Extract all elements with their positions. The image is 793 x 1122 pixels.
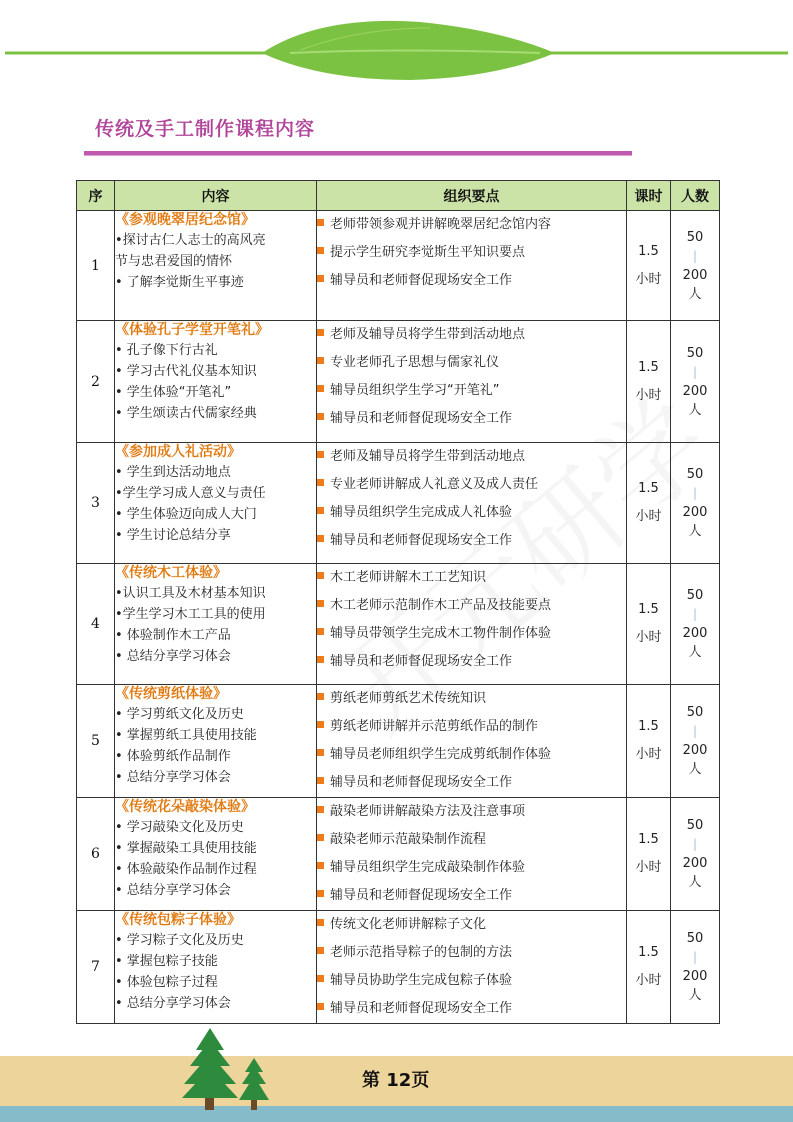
- square-bullet-icon: [317, 357, 324, 364]
- content-cell: [115, 798, 317, 911]
- people-cell: [671, 798, 720, 911]
- square-bullet-icon: [317, 862, 324, 869]
- people-cell: [671, 211, 720, 321]
- square-bullet-icon: [317, 890, 324, 897]
- hours-value: 1.5: [638, 243, 659, 259]
- point-item: [317, 211, 626, 239]
- hours-unit: 小时: [635, 973, 662, 988]
- content-cell: [115, 321, 317, 443]
- page-number: 第 12页: [362, 1070, 430, 1091]
- content-item: • 学习古代礼仪基本知识: [115, 364, 257, 379]
- square-bullet-icon: [317, 600, 324, 607]
- people-unit: 人: [688, 875, 702, 890]
- hours-unit: 小时: [635, 747, 662, 762]
- point-item: [317, 995, 626, 1023]
- course-title: 《传统花朵敲染体验》: [115, 799, 255, 815]
- people-max: 200: [682, 626, 708, 641]
- people-separator: |: [692, 248, 698, 263]
- square-bullet-icon: [317, 834, 324, 841]
- point-item: [317, 939, 626, 967]
- table-row: [77, 211, 720, 321]
- content-item: • 学生讨论总结分享: [115, 528, 231, 543]
- point-text: 辅导员和老师督促现场安全工作: [330, 654, 513, 669]
- hours-value: 1.5: [638, 945, 659, 960]
- point-text: 老师及辅导员将学生带到活动地点: [330, 449, 526, 464]
- square-bullet-icon: [317, 507, 324, 514]
- large-tree-icon: [180, 1028, 240, 1110]
- table-row: [77, 564, 720, 685]
- square-bullet-icon: [317, 1003, 324, 1010]
- content-item: • 学生体验“开笔礼”: [115, 385, 232, 400]
- row-number: 5: [77, 685, 115, 798]
- point-item: [317, 239, 626, 267]
- point-item: [317, 826, 626, 854]
- people-separator: |: [692, 724, 698, 738]
- people-separator: |: [692, 364, 698, 379]
- point-text: 敲染老师示范敲染制作流程: [330, 832, 487, 847]
- people-unit: 人: [688, 988, 702, 1003]
- people-max: 200: [682, 856, 708, 871]
- header-points: 组织要点: [317, 181, 627, 211]
- point-text: 木工老师示范制作木工产品及技能要点: [330, 598, 552, 613]
- hours-value: 1.5: [638, 602, 659, 617]
- people-max: 200: [682, 383, 708, 399]
- people-max: 200: [682, 969, 708, 984]
- hours-value: 1.5: [638, 359, 659, 375]
- square-bullet-icon: [317, 721, 324, 728]
- point-text: 传统文化老师讲解粽子文化: [330, 917, 487, 932]
- content-item: •学生学习成人意义与责任: [115, 486, 266, 501]
- course-title: 《传统剪纸体验》: [115, 686, 227, 702]
- point-text: 老师带领参观并讲解晚翠居纪念馆内容: [330, 217, 552, 232]
- footer-water-band: [0, 1106, 793, 1122]
- square-bullet-icon: [317, 919, 324, 926]
- people-separator: |: [692, 950, 698, 964]
- hours-value: 1.5: [638, 481, 659, 496]
- point-text: 辅导员和老师督促现场安全工作: [330, 533, 513, 548]
- hours-cell: [627, 564, 671, 685]
- hours-cell: [627, 798, 671, 911]
- hours-value: 1.5: [638, 719, 659, 734]
- people-min: 50: [686, 931, 704, 946]
- table-row: [77, 321, 720, 443]
- square-bullet-icon: [317, 479, 324, 486]
- content-item: • 掌握包粽子技能: [115, 954, 218, 969]
- point-item: [317, 377, 626, 405]
- square-bullet-icon: [317, 572, 324, 579]
- point-item: [317, 564, 626, 592]
- points-cell: [317, 911, 627, 1024]
- content-item: •探讨古仁人志士的高风亮: [115, 233, 266, 248]
- people-cell: [671, 911, 720, 1024]
- people-max: 200: [682, 267, 708, 283]
- content-item: • 孔子像下行古礼: [115, 343, 218, 358]
- people-separator: |: [692, 837, 698, 851]
- hours-unit: 小时: [635, 509, 662, 524]
- point-text: 木工老师讲解木工工艺知识: [330, 570, 487, 585]
- table-row: [77, 911, 720, 1024]
- course-title: 《传统木工体验》: [115, 565, 227, 581]
- content-item: • 学生到达活动地点: [115, 465, 231, 480]
- point-text: 提示学生研究李觉斯生平知识要点: [330, 245, 526, 260]
- content-item: • 掌握剪纸工具使用技能: [115, 728, 257, 743]
- point-text: 辅导员和老师督促现场安全工作: [330, 411, 513, 426]
- square-bullet-icon: [317, 219, 324, 226]
- point-item: [317, 798, 626, 826]
- row-number: 7: [77, 911, 115, 1024]
- point-text: 老师示范指导粽子的包制的方法: [330, 945, 513, 960]
- point-text: 专业老师孔子思想与儒家礼仪: [330, 355, 500, 370]
- square-bullet-icon: [317, 329, 324, 336]
- content-item: •学生学习木工工具的使用: [115, 607, 266, 622]
- people-min: 50: [686, 229, 704, 245]
- point-text: 辅导员组织学生学习“开笔礼”: [330, 383, 500, 398]
- points-cell: [317, 211, 627, 321]
- small-tree-icon: [238, 1058, 270, 1110]
- people-min: 50: [686, 345, 704, 361]
- point-text: 剪纸老师剪纸艺术传统知识: [330, 691, 487, 706]
- point-item: [317, 405, 626, 433]
- content-cell: [115, 564, 317, 685]
- content-item: • 学习敲染文化及历史: [115, 820, 244, 835]
- hours-unit: 小时: [635, 271, 662, 287]
- square-bullet-icon: [317, 535, 324, 542]
- table-header-row: [77, 181, 720, 211]
- square-bullet-icon: [317, 806, 324, 813]
- hours-cell: [627, 211, 671, 321]
- point-text: 辅导员组织学生完成成人礼体验: [330, 505, 513, 520]
- point-item: [317, 911, 626, 939]
- content-item: • 学习剪纸文化及历史: [115, 707, 244, 722]
- content-item: • 总结分享学习体会: [115, 770, 231, 785]
- square-bullet-icon: [317, 385, 324, 392]
- square-bullet-icon: [317, 975, 324, 982]
- content-cell: [115, 211, 317, 321]
- square-bullet-icon: [317, 275, 324, 282]
- content-item: • 学生颂读古代儒家经典: [115, 406, 257, 421]
- hours-cell: [627, 443, 671, 564]
- point-item: [317, 527, 626, 555]
- people-min: 50: [686, 467, 704, 482]
- point-item: [317, 713, 626, 741]
- people-cell: [671, 443, 720, 564]
- point-item: [317, 967, 626, 995]
- header-people: 人数: [671, 181, 720, 211]
- points-cell: [317, 564, 627, 685]
- content-item: • 总结分享学习体会: [115, 883, 231, 898]
- people-max: 200: [682, 505, 708, 520]
- point-item: [317, 741, 626, 769]
- point-text: 辅导员和老师督促现场安全工作: [330, 1001, 513, 1016]
- people-cell: [671, 564, 720, 685]
- row-number: 3: [77, 443, 115, 564]
- point-item: [317, 471, 626, 499]
- point-item: [317, 499, 626, 527]
- point-item: [317, 685, 626, 713]
- point-item: [317, 321, 626, 349]
- table-row: [77, 798, 720, 911]
- square-bullet-icon: [317, 451, 324, 458]
- course-title: 《参观晚翠居纪念馆》: [115, 212, 255, 228]
- point-text: 辅导员和老师督促现场安全工作: [330, 888, 513, 903]
- table-row: [77, 685, 720, 798]
- row-number: 4: [77, 564, 115, 685]
- point-item: [317, 267, 626, 295]
- content-item: • 学生体验迈向成人大门: [115, 507, 257, 522]
- content-item: • 体验制作木工产品: [115, 628, 231, 643]
- header-num: 序: [77, 181, 115, 211]
- square-bullet-icon: [317, 693, 324, 700]
- points-cell: [317, 798, 627, 911]
- content-cell: [115, 911, 317, 1024]
- people-unit: 人: [688, 645, 702, 660]
- people-max: 200: [682, 743, 708, 758]
- hours-unit: 小时: [635, 387, 662, 403]
- square-bullet-icon: [317, 413, 324, 420]
- people-min: 50: [686, 818, 704, 833]
- point-text: 老师及辅导员将学生带到活动地点: [330, 327, 526, 342]
- point-item: [317, 620, 626, 648]
- point-item: [317, 854, 626, 882]
- hours-cell: [627, 911, 671, 1024]
- point-item: [317, 592, 626, 620]
- square-bullet-icon: [317, 749, 324, 756]
- people-separator: |: [692, 607, 698, 621]
- hours-value: 1.5: [638, 832, 659, 847]
- content-item: • 体验包粽子过程: [115, 975, 218, 990]
- hours-unit: 小时: [635, 860, 662, 875]
- point-text: 辅导员组织学生完成敲染制作体验: [330, 860, 526, 875]
- content-item: • 体验剪纸作品制作: [115, 749, 231, 764]
- point-item: [317, 648, 626, 676]
- square-bullet-icon: [317, 656, 324, 663]
- people-unit: 人: [688, 762, 702, 777]
- people-min: 50: [686, 705, 704, 720]
- content-item: 节与忠君爱国的情怀: [115, 254, 233, 269]
- header-content: 内容: [115, 181, 317, 211]
- people-separator: |: [692, 486, 698, 500]
- course-title: 《传统包粽子体验》: [115, 912, 241, 928]
- content-item: • 总结分享学习体会: [115, 996, 231, 1011]
- point-text: 专业老师讲解成人礼意义及成人责任: [330, 477, 539, 492]
- header-hours: 课时: [627, 181, 671, 211]
- points-cell: [317, 685, 627, 798]
- point-text: 辅导员老师组织学生完成剪纸制作体验: [330, 747, 552, 762]
- row-number: 1: [77, 211, 115, 321]
- course-title: 《参加成人礼活动》: [115, 444, 241, 460]
- point-text: 敲染老师讲解敲染方法及注意事项: [330, 804, 526, 819]
- square-bullet-icon: [317, 777, 324, 784]
- content-item: • 了解李觉斯生平事迹: [115, 275, 244, 290]
- course-title: 《体验孔子学堂开笔礼》: [115, 322, 269, 338]
- people-cell: [671, 321, 720, 443]
- point-text: 辅导员和老师督促现场安全工作: [330, 775, 513, 790]
- row-number: 6: [77, 798, 115, 911]
- hours-unit: 小时: [635, 630, 662, 645]
- people-unit: 人: [688, 286, 702, 302]
- square-bullet-icon: [317, 247, 324, 254]
- square-bullet-icon: [317, 947, 324, 954]
- point-item: [317, 349, 626, 377]
- hours-cell: [627, 685, 671, 798]
- point-text: 辅导员带领学生完成木工物件制作体验: [330, 626, 552, 641]
- points-cell: [317, 443, 627, 564]
- point-text: 辅导员和老师督促现场安全工作: [330, 273, 513, 288]
- content-item: • 体验敲染作品制作过程: [115, 862, 257, 877]
- content-item: • 学习粽子文化及历史: [115, 933, 244, 948]
- title-underline-shadow: [84, 155, 632, 156]
- point-text: 辅导员协助学生完成包粽子体验: [330, 973, 513, 988]
- content-item: • 掌握敲染工具使用技能: [115, 841, 257, 856]
- people-unit: 人: [688, 524, 702, 539]
- hours-cell: [627, 321, 671, 443]
- point-item: [317, 443, 626, 471]
- point-text: 剪纸老师讲解并示范剪纸作品的制作: [330, 719, 539, 734]
- table-row: [77, 443, 720, 564]
- page-title: 传统及手工制作课程内容: [95, 118, 316, 140]
- course-table: [76, 180, 720, 1024]
- point-item: [317, 769, 626, 797]
- leaf-decoration-icon: [0, 0, 793, 110]
- square-bullet-icon: [317, 628, 324, 635]
- people-unit: 人: [688, 402, 702, 418]
- content-cell: [115, 685, 317, 798]
- points-cell: [317, 321, 627, 443]
- content-cell: [115, 443, 317, 564]
- point-item: [317, 882, 626, 910]
- content-item: •认识工具及木材基本知识: [115, 586, 266, 601]
- people-cell: [671, 685, 720, 798]
- row-number: 2: [77, 321, 115, 443]
- people-min: 50: [686, 588, 704, 603]
- content-item: • 总结分享学习体会: [115, 649, 231, 664]
